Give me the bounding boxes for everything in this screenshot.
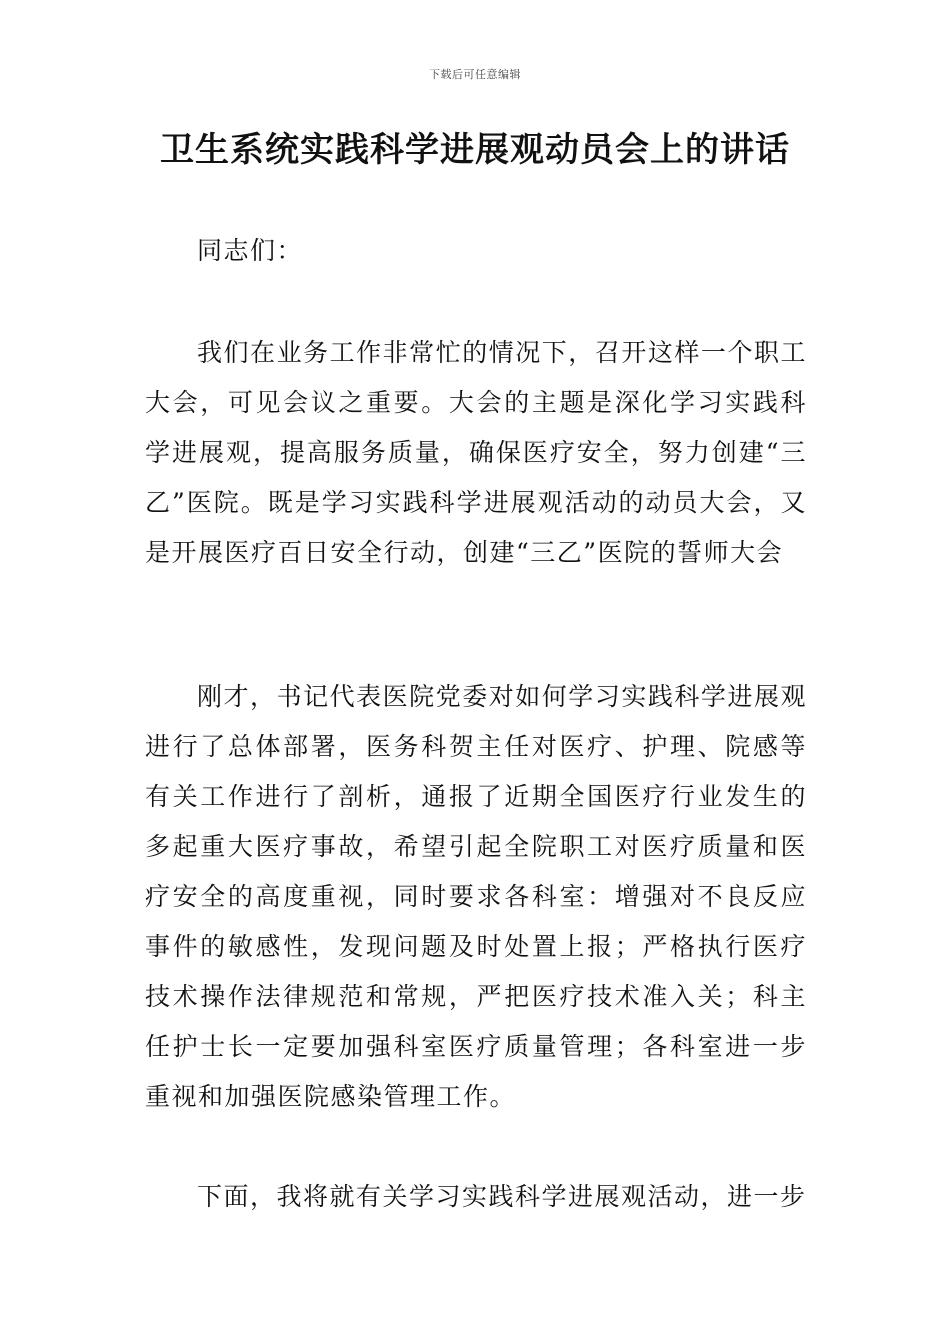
salutation: 同志们：: [197, 236, 304, 265]
document-title: 卫生系统实践科学进展观动员会上的讲话: [160, 130, 790, 170]
paragraph-3: 下面，我将就有关学习实践科学进展观活动，进一步: [197, 1182, 807, 1211]
paragraph-1: 我们在业务工作非常忙的情况下，召开这样一个职工大会，可见会议之重要。大会的主题是深化学习实践科学进展观，提高服务质量，确保医疗安全，努力创建“三乙”医院。既是学习实践科学进展观活动的动员大会，又是开展医疗百日安全行动，创建“三乙”医院的誓师大会: [145, 338, 807, 567]
paragraph-2: 刚才，书记代表医院党委对如何学习实践科学进展观进行了总体部署，医务科贺主任对医疗、护理、院感等有关工作进行了剖析，通报了近期全国医疗行业发生的多起重大医疗事故，希望引起全院职工对医疗质量和医疗安全的高度重视，同时要求各科室：增强对不良反应事件的敏感性，发现问题及时处置上报；严格执行医疗技术操作法律规范和常规，严把医疗技术准入关；科主任护士长一定要加强科室医疗质量管理；各科室进一步重视和加强医院感染管理工作。: [145, 682, 807, 1111]
header-note: 下载后可任意编辑: [429, 68, 521, 81]
